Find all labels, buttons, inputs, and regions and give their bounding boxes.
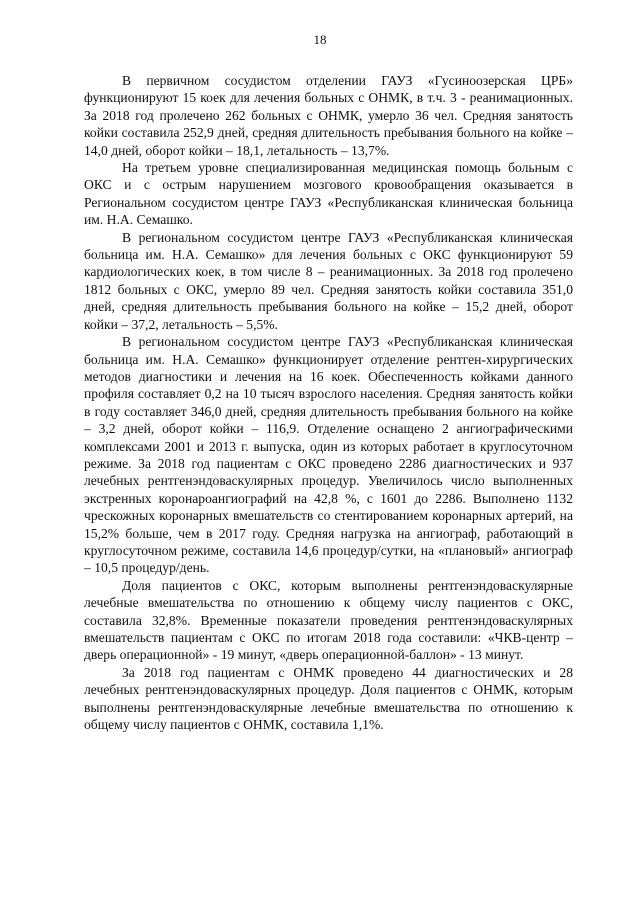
paragraph-gusinoozersk-stroke-unit: В первичном сосудистом отделении ГАУЗ «Гусиноозерская ЦРБ» функционируют 15 коек для лечения больных с ОНМК, в т.ч. 3 - реанимационных. За 2018 год пролечено 262 больных с ОНМК, умерло 36 чел. Средняя занятость койки составила 252,9 дней, средняя длительность пребывания больного на койке – 14,0 дней, оборот койки – 18,1, летальность – 13,7%. <box>84 73 573 158</box>
paragraph-acs-intervention-share: Доля пациентов с ОКС, которым выполнены рентгенэндоваскулярные лечебные вмешательства по отношению к общему числу пациентов с ОКС, составила 32,8%. Временные показатели проведения рентгенэндоваскулярных вмешательств пациентам с ОКС по итогам 2018 года составили: «ЧКВ-центр – дверь операционной» - 19 минут, «дверь операционной-баллон» - 13 минут. <box>84 577 573 663</box>
paragraph-xray-surgery-department: В региональном сосудистом центре ГАУЗ «Республиканская клиническая больница им. Н.А. Семашко» функционирует отделение рентген-хирургических методов диагностики и лечения на 16 коек. Обеспеченность койками данного профиля составляет 0,2 на 10 тысяч взрослого населения. Средняя занятость койки в году составляет 346,0 дней, средняя длительность пребывания больного на койке – 3,2 дней, оборот койки – 116,9. Отделение оснащено 2 ангиографическими комплексами 2001 и 2013 г. выпуска, один из которых работает в круглосуточном режиме. За 2018 год пациентам с ОКС проведено 2286 диагностических и 937 лечебных рентгенэндоваскулярных процедур. Увеличилось число выполненных экстренных коронароангиографий на 42,8 %, с 1601 до 2286. Выполнено 1132 чрескожных коронарных вмешательств со стентированием коронарных артерий, на 15,2% больше, чем в 2017 году. Средняя нагрузка на ангиограф, работающий в круглосуточном режиме, составила 14,6 процедур/сутки, на «плановый» ангиограф – 10,5 процедур/день. <box>84 334 573 576</box>
paragraph-stroke-procedures: За 2018 год пациентам с ОНМК проведено 44 диагностических и 28 лечебных рентгенэндоваскулярных процедур. Доля пациентов с ОНМК, которым выполнены рентгенэндоваскулярные лечебные вмешательства по отношению к общему числу пациентов с ОНМК, составила 1,1%. <box>84 664 573 733</box>
paragraph-regional-center-acs-beds: В региональном сосудистом центре ГАУЗ «Республиканская клиническая больница им. Н.А. Семашко» для лечения больных с ОКС функционируют 59 кардиологических коек, в том числе 8 – реанимационных. За 2018 год пролечено 1812 больных с ОКС, умерло 89 чел. Средняя занятость койки составила 351,0 дней, средняя длительность пребывания больного на койке – 15,2 дней, оборот койки – 37,2, летальность – 5,5%. <box>84 229 573 332</box>
page-body <box>84 72 573 733</box>
paragraph-third-level-care: На третьем уровне специализированная медицинская помощь больным с ОКС и с острым нарушением мозгового кровообращения оказывается в Региональном сосудистом центре ГАУЗ «Республиканская клиническая больница им. Н.А. Семашко. <box>84 160 573 228</box>
page-number: 18 <box>313 32 327 47</box>
